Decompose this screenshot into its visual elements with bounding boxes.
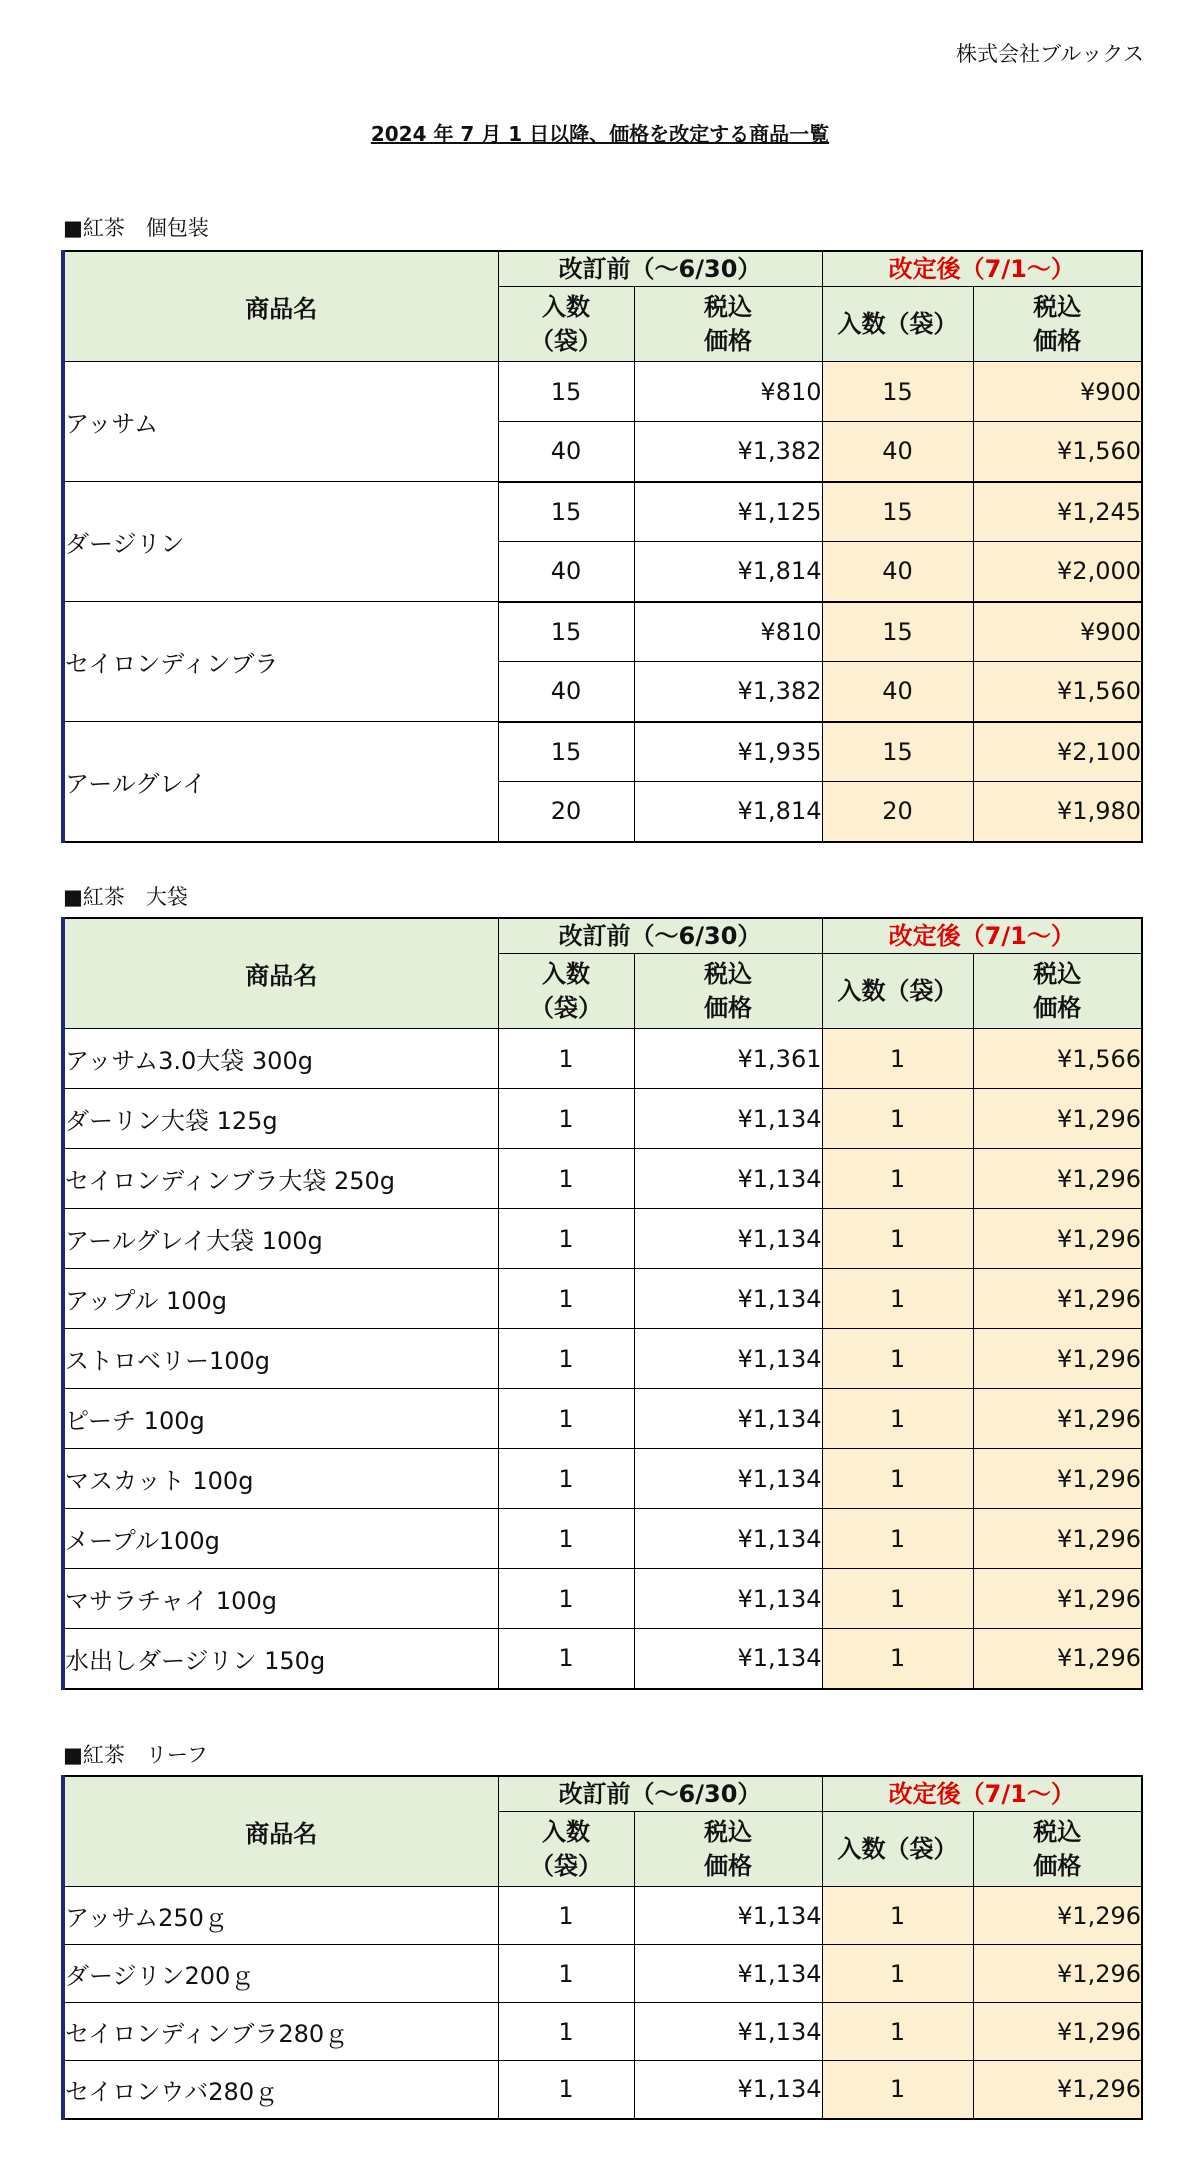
product-name-cell: アールグレイ (64, 722, 498, 842)
qty-after-cell: 40 (822, 542, 973, 602)
company-name: 株式会社ブルックス (956, 42, 1144, 66)
price-after-cell: ¥1,560 (973, 422, 1142, 482)
table-row (64, 1029, 1142, 1089)
product-name-cell: ピーチ 100g (64, 1389, 498, 1449)
price-after-cell: ¥1,296 (973, 1089, 1142, 1149)
table-row (64, 1209, 1142, 1269)
qty-after-cell: 15 (822, 482, 973, 542)
table-row (64, 1149, 1142, 1209)
price-before-cell: ¥1,134 (634, 1887, 822, 1945)
product-name-cell: ダージリン (64, 482, 498, 602)
header-price-before: 税込 価格 (634, 287, 822, 362)
qty-before-cell: 1 (498, 1569, 634, 1629)
qty-before-cell: 1 (498, 1329, 634, 1389)
table-row (64, 1329, 1142, 1389)
price-before-cell: ¥1,382 (634, 662, 822, 722)
qty-after-cell: 1 (822, 1089, 973, 1149)
product-name-cell: アールグレイ大袋 100g (64, 1209, 498, 1269)
price-after-cell: ¥1,296 (973, 1629, 1142, 1689)
header-before: 改訂前（～6/30） (498, 251, 822, 287)
price-before-cell: ¥1,134 (634, 1629, 822, 1689)
price-before-cell: ¥1,134 (634, 1329, 822, 1389)
header-qty-before: 入数 （袋） (498, 1812, 634, 1887)
product-name-cell: メープル100g (64, 1509, 498, 1569)
qty-before-cell: 1 (498, 1629, 634, 1689)
table-row (64, 1449, 1142, 1509)
price-before-cell: ¥1,361 (634, 1029, 822, 1089)
price-after-cell: ¥2,000 (973, 542, 1142, 602)
price-before-cell: ¥1,935 (634, 722, 822, 782)
price-after-cell: ¥1,296 (973, 2061, 1142, 2119)
price-before-cell: ¥1,382 (634, 422, 822, 482)
header-product-name: 商品名 (64, 918, 498, 1029)
table-row (64, 482, 1142, 542)
document-title: 2024 年 7 月 1 日以降、価格を改定する商品一覧 (370, 122, 830, 146)
qty-before-cell: 40 (498, 662, 634, 722)
price-before-cell: ¥1,134 (634, 1089, 822, 1149)
price-after-cell: ¥1,296 (973, 1887, 1142, 1945)
price-before-cell: ¥1,134 (634, 2003, 822, 2061)
qty-before-cell: 1 (498, 2061, 634, 2119)
price-before-cell: ¥810 (634, 602, 822, 662)
table-row (64, 1887, 1142, 1945)
table-left-accent (61, 1775, 65, 2120)
header-after: 改定後（7/1～） (822, 918, 1142, 954)
product-name-cell: アップル 100g (64, 1269, 498, 1329)
qty-before-cell: 40 (498, 422, 634, 482)
header-qty-before: 入数 （袋） (498, 287, 634, 362)
price-before-cell: ¥1,134 (634, 1945, 822, 2003)
product-name-cell: マサラチャイ 100g (64, 1569, 498, 1629)
qty-after-cell: 40 (822, 422, 973, 482)
price-before-cell: ¥1,814 (634, 542, 822, 602)
header-qty-after: 入数（袋） (822, 287, 973, 362)
table-left-accent (61, 250, 65, 843)
qty-after-cell: 1 (822, 1509, 973, 1569)
qty-after-cell: 1 (822, 1569, 973, 1629)
qty-after-cell: 1 (822, 1887, 973, 1945)
price-before-cell: ¥810 (634, 362, 822, 422)
price-after-cell: ¥1,296 (973, 2003, 1142, 2061)
qty-after-cell: 1 (822, 1449, 973, 1509)
table-row (64, 602, 1142, 662)
header-after: 改定後（7/1～） (822, 251, 1142, 287)
qty-before-cell: 1 (498, 1389, 634, 1449)
price-after-cell: ¥900 (973, 362, 1142, 422)
product-name-cell: セイロンディンブラ大袋 250g (64, 1149, 498, 1209)
header-price-after: 税込 価格 (973, 1812, 1142, 1887)
header-after: 改定後（7/1～） (822, 1776, 1142, 1812)
qty-before-cell: 1 (498, 1509, 634, 1569)
qty-after-cell: 1 (822, 1209, 973, 1269)
price-after-cell: ¥1,296 (973, 1509, 1142, 1569)
qty-after-cell: 1 (822, 1629, 973, 1689)
price-after-cell: ¥1,296 (973, 1945, 1142, 2003)
price-after-cell: ¥1,296 (973, 1569, 1142, 1629)
price-before-cell: ¥1,125 (634, 482, 822, 542)
product-name-cell: アッサム250ｇ (64, 1887, 498, 1945)
section-label: ■紅茶 リーフ (63, 1743, 208, 1767)
section-label: ■紅茶 個包装 (63, 216, 209, 240)
price-before-cell: ¥1,134 (634, 1149, 822, 1209)
price-before-cell: ¥1,134 (634, 1269, 822, 1329)
qty-after-cell: 1 (822, 1149, 973, 1209)
qty-before-cell: 15 (498, 722, 634, 782)
qty-before-cell: 15 (498, 482, 634, 542)
table-row (64, 1569, 1142, 1629)
price-after-cell: ¥1,296 (973, 1329, 1142, 1389)
header-product-name: 商品名 (64, 251, 498, 362)
header-before: 改訂前（～6/30） (498, 1776, 822, 1812)
header-price-before: 税込 価格 (634, 954, 822, 1029)
header-qty-after: 入数（袋） (822, 1812, 973, 1887)
qty-before-cell: 1 (498, 1945, 634, 2003)
table-left-accent (61, 917, 65, 1690)
product-name-cell: セイロンディンブラ (64, 602, 498, 722)
qty-after-cell: 40 (822, 662, 973, 722)
price-after-cell: ¥1,245 (973, 482, 1142, 542)
product-name-cell: マスカット 100g (64, 1449, 498, 1509)
header-qty-after: 入数（袋） (822, 954, 973, 1029)
table-row (64, 1089, 1142, 1149)
price-before-cell: ¥1,814 (634, 782, 822, 842)
section-label: ■紅茶 大袋 (63, 885, 188, 909)
price-table (63, 250, 1143, 843)
product-name-cell: ダーリン大袋 125g (64, 1089, 498, 1149)
table-row (64, 1389, 1142, 1449)
qty-before-cell: 1 (498, 1029, 634, 1089)
price-before-cell: ¥1,134 (634, 1569, 822, 1629)
qty-before-cell: 1 (498, 1887, 634, 1945)
price-before-cell: ¥1,134 (634, 1389, 822, 1449)
product-name-cell: アッサム3.0大袋 300g (64, 1029, 498, 1089)
header-price-after: 税込 価格 (973, 287, 1142, 362)
qty-before-cell: 1 (498, 1149, 634, 1209)
product-name-cell: 水出しダージリン 150g (64, 1629, 498, 1689)
table-row (64, 1509, 1142, 1569)
qty-before-cell: 1 (498, 1089, 634, 1149)
qty-after-cell: 1 (822, 1945, 973, 2003)
price-after-cell: ¥1,980 (973, 782, 1142, 842)
qty-after-cell: 1 (822, 1269, 973, 1329)
product-name-cell: セイロンウバ280ｇ (64, 2061, 498, 2119)
qty-before-cell: 1 (498, 1269, 634, 1329)
product-name-cell: ストロベリー100g (64, 1329, 498, 1389)
qty-after-cell: 1 (822, 2061, 973, 2119)
qty-after-cell: 1 (822, 2003, 973, 2061)
qty-after-cell: 15 (822, 602, 973, 662)
product-name-cell: ダージリン200ｇ (64, 1945, 498, 2003)
qty-before-cell: 40 (498, 542, 634, 602)
header-price-before: 税込 価格 (634, 1812, 822, 1887)
price-after-cell: ¥1,560 (973, 662, 1142, 722)
product-name-cell: セイロンディンブラ280ｇ (64, 2003, 498, 2061)
qty-after-cell: 15 (822, 362, 973, 422)
price-after-cell: ¥900 (973, 602, 1142, 662)
price-after-cell: ¥1,296 (973, 1449, 1142, 1509)
price-before-cell: ¥1,134 (634, 1449, 822, 1509)
table-row (64, 2061, 1142, 2119)
product-name-cell: アッサム (64, 362, 498, 482)
price-after-cell: ¥1,566 (973, 1029, 1142, 1089)
qty-after-cell: 1 (822, 1029, 973, 1089)
qty-after-cell: 1 (822, 1329, 973, 1389)
table-row (64, 722, 1142, 782)
price-table (63, 917, 1143, 1690)
table-row (64, 1945, 1142, 2003)
qty-before-cell: 15 (498, 602, 634, 662)
price-after-cell: ¥1,296 (973, 1149, 1142, 1209)
table-row (64, 2003, 1142, 2061)
table-row (64, 1629, 1142, 1689)
header-product-name: 商品名 (64, 1776, 498, 1887)
price-before-cell: ¥1,134 (634, 1209, 822, 1269)
header-price-after: 税込 価格 (973, 954, 1142, 1029)
table-row (64, 1269, 1142, 1329)
price-after-cell: ¥1,296 (973, 1389, 1142, 1449)
price-after-cell: ¥2,100 (973, 722, 1142, 782)
qty-before-cell: 1 (498, 2003, 634, 2061)
qty-before-cell: 1 (498, 1209, 634, 1269)
qty-after-cell: 15 (822, 722, 973, 782)
qty-after-cell: 20 (822, 782, 973, 842)
qty-before-cell: 1 (498, 1449, 634, 1509)
qty-before-cell: 20 (498, 782, 634, 842)
header-qty-before: 入数 （袋） (498, 954, 634, 1029)
qty-before-cell: 15 (498, 362, 634, 422)
price-table (63, 1775, 1143, 2120)
header-before: 改訂前（～6/30） (498, 918, 822, 954)
price-before-cell: ¥1,134 (634, 2061, 822, 2119)
qty-after-cell: 1 (822, 1389, 973, 1449)
price-after-cell: ¥1,296 (973, 1209, 1142, 1269)
price-after-cell: ¥1,296 (973, 1269, 1142, 1329)
price-before-cell: ¥1,134 (634, 1509, 822, 1569)
table-row (64, 362, 1142, 422)
